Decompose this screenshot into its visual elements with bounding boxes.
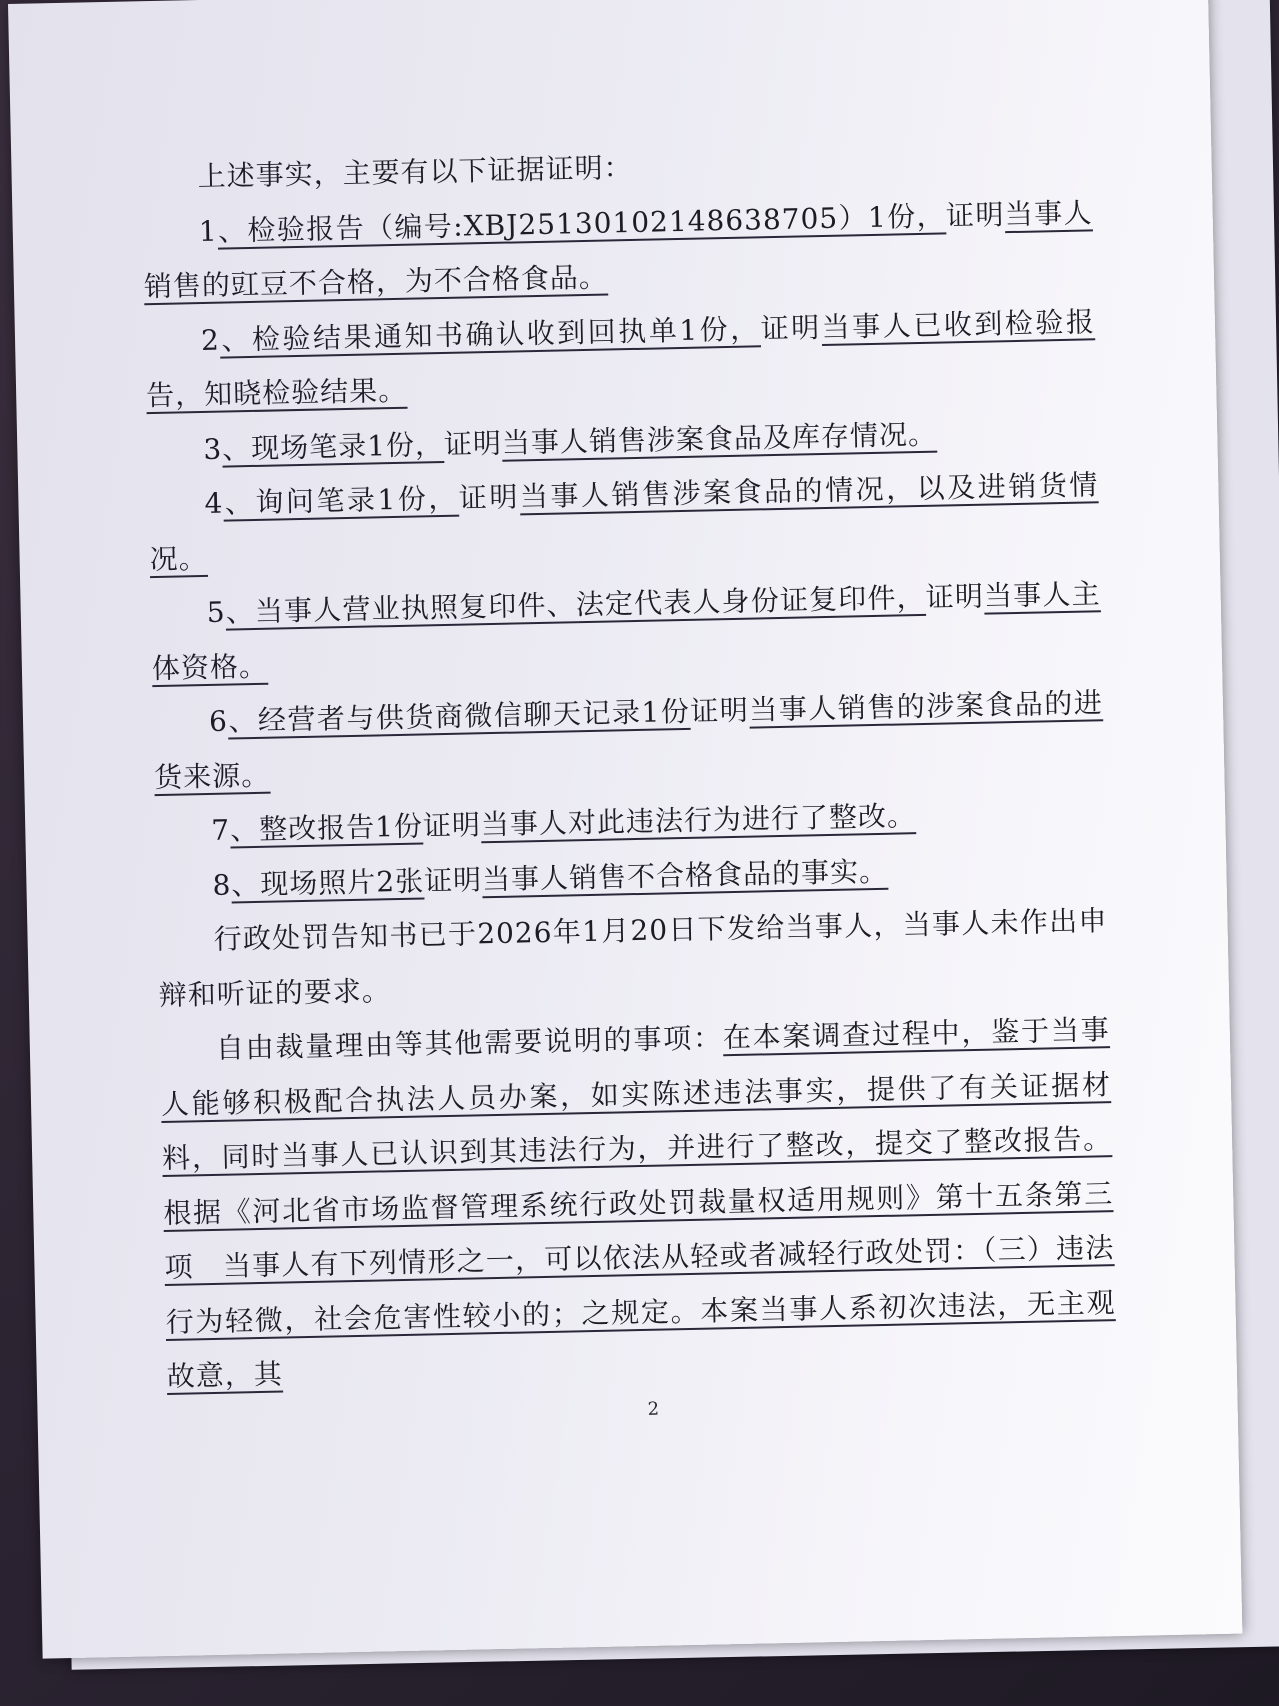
penalty-notice-paragraph: 行政处罚告知书已于2026年1月20日下发给当事人，当事人未作出申辩和听证的要求。 [158,904,1108,1012]
evidence-item-1: 1、检验报告（编号:XBJ25130102148638705）1份，证明当事人销售的豇豆不合格，为不合格食品。 [143,195,1093,304]
page-number: 2 [647,1398,660,1420]
evidence-item-7: 7、整改报告1份证明当事人对此违法行为进行了整改。 [211,799,917,847]
evidence-item-3: 3、现场笔录1份，证明当事人销售涉案食品及库存情况。 [203,417,938,466]
evidence-item-6: 6、经营者与供货商微信聊天记录1份证明当事人销售的涉案食品的进货来源。 [153,686,1104,794]
evidence-item-4: 4、询问笔录1份，证明当事人销售涉案食品的情况，以及进销货情况。 [149,468,1099,576]
discretion-paragraph [159,1003,1117,1404]
document-body [141,131,1117,1404]
discretion-label: 自由裁量理由等其他需要说明的事项： [215,1021,724,1065]
evidence-item-2: 2、检验结果通知书确认收到回执单1份，证明当事人已收到检验报告，知晓检验结果。 [145,304,1096,413]
evidence-intro: 上述事实，主要有以下证据证明： [197,150,633,194]
evidence-item-5: 5、当事人营业执照复印件、法定代表人身份证复印件，证明当事人主体资格。 [151,577,1101,685]
discretion-text: 在本案调查过程中，鉴于当事人能够积极配合执法人员办案，如实陈述违法事实，提供了有关证据材料，同时当事人已认识到其违法行为，并进行了整改，提交了整改报告。根据《河北省市场监督管理系统行政处罚裁量权适用规则》第十五条第三项 当事人有下列情形之一，可以依法从轻或者减轻行政处罚：（三）违法行为轻微，社会危害性较小的；之规定。本案当事人系初次违法，无主观故意，其 [160,1013,1116,1393]
document-page [8,0,1242,1659]
evidence-item-8: 8、现场照片2张证明当事人销售不合格食品的事实。 [212,854,889,902]
